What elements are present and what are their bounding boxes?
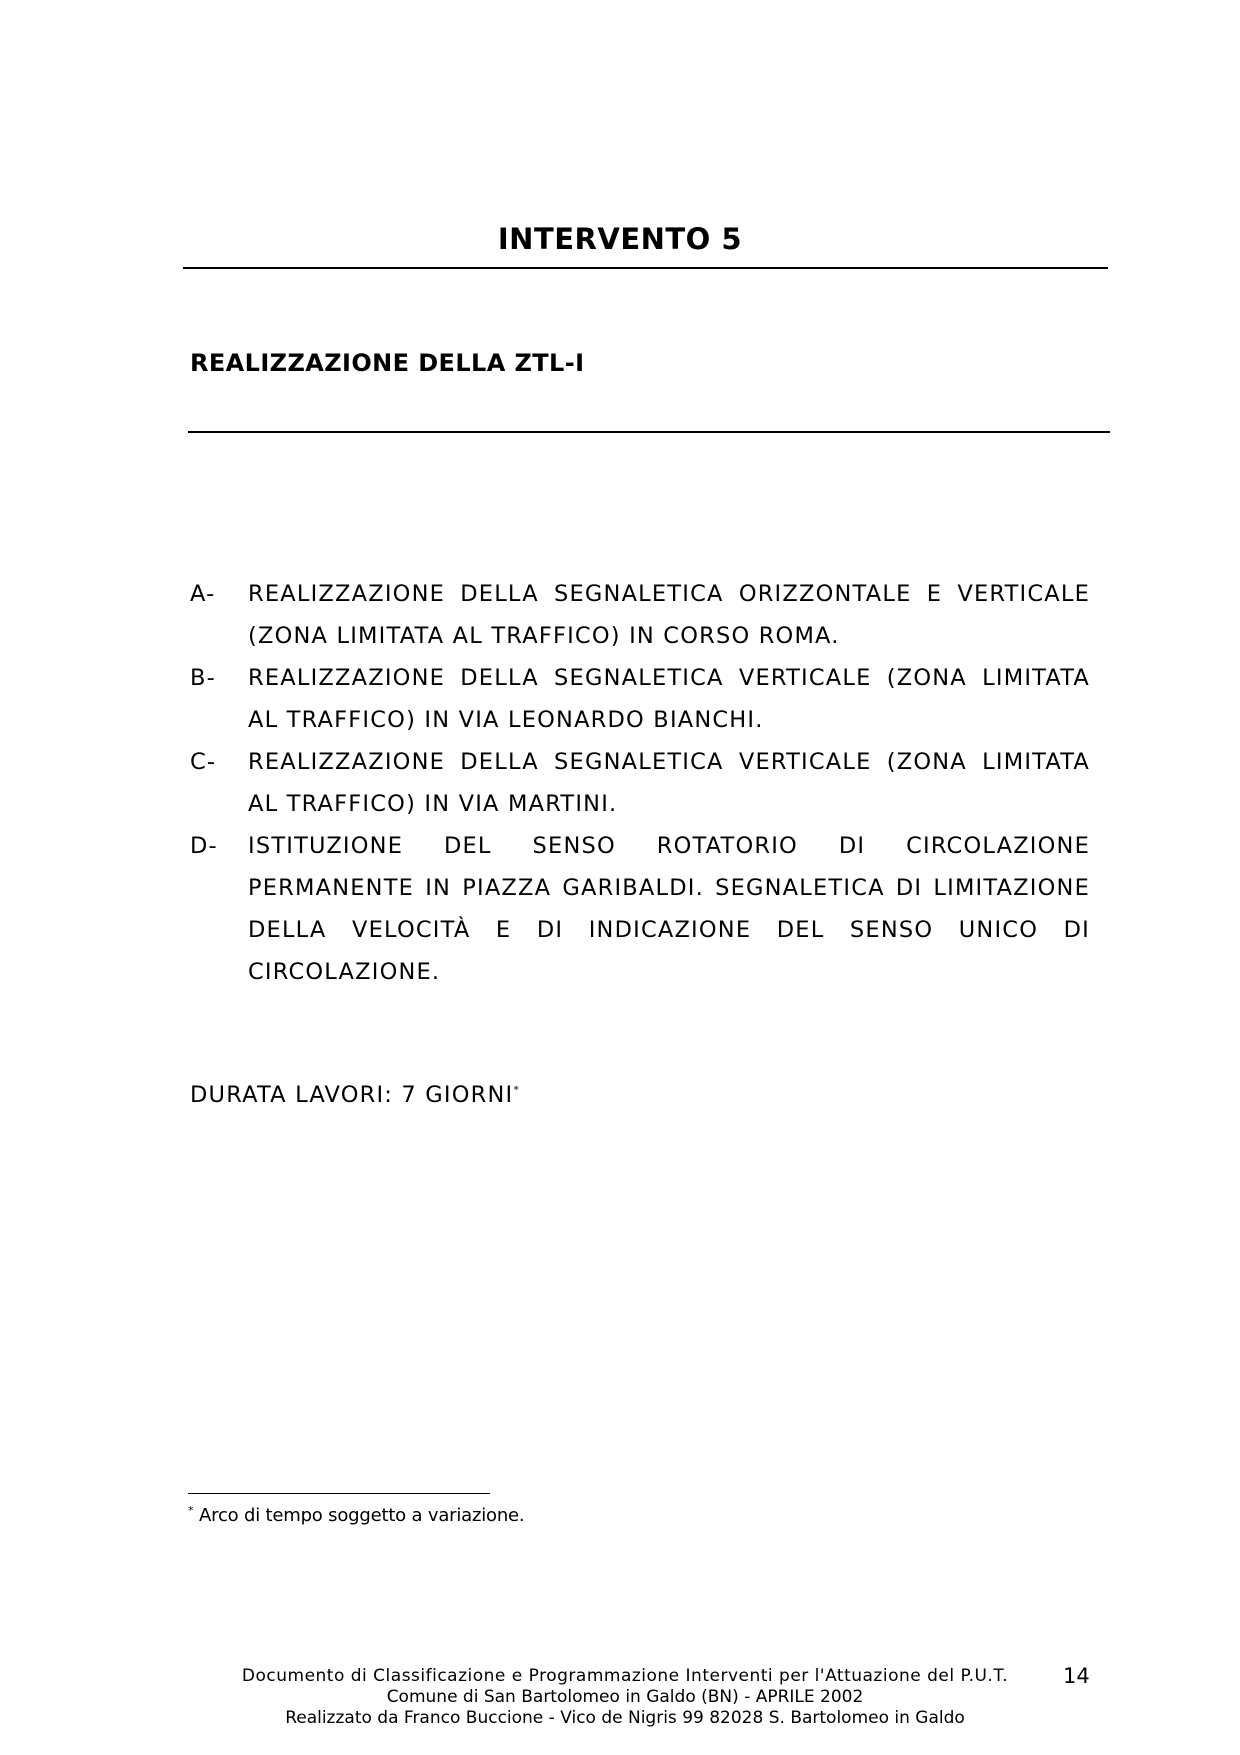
item-letter: D-	[190, 833, 218, 859]
footer-author: Realizzato da Franco Buccione - Vico de Nigris 99 82028 S. Bartolomeo in Galdo	[285, 1708, 965, 1728]
footnote-text: Arco di tempo soggetto a variazione.	[193, 1505, 525, 1526]
page-title: INTERVENTO 5	[497, 222, 743, 256]
page-number: 14	[1063, 1664, 1090, 1688]
footer-document-title: Documento di Classificazione e Programmazione Interventi per l'Attuazione del P.U.T.	[241, 1666, 1009, 1686]
item-text: REALIZZAZIONE DELLA SEGNALETICA VERTICALE (ZONA LIMITATA AL TRAFFICO) IN VIA MARTINI.	[248, 749, 1090, 817]
footnote-divider	[188, 1493, 490, 1494]
footnote	[188, 1504, 524, 1526]
intervention-list	[190, 573, 1090, 993]
list-item	[190, 657, 1090, 741]
title-divider	[183, 267, 1108, 269]
item-text: ISTITUZIONE DEL SENSO ROTATORIO DI CIRCOLAZIONE PERMANENTE IN PIAZZA GARIBALDI. SEGNALETICA DI LIMITAZIONE DELLA VELOCITÀ E DI INDICAZIONE DEL SENSO UNICO DI CIRCOLAZIONE.	[248, 833, 1090, 985]
item-letter: A-	[190, 581, 216, 607]
work-duration	[190, 1082, 519, 1108]
list-item	[190, 741, 1090, 825]
footnote-reference: *	[513, 1083, 519, 1097]
list-item	[190, 573, 1090, 657]
work-duration-label: DURATA LAVORI: 7 GIORNI	[190, 1082, 514, 1108]
footer-municipality: Comune di San Bartolomeo in Galdo (BN) - APRILE 2002	[386, 1687, 864, 1707]
item-letter: C-	[190, 749, 217, 775]
item-letter: B-	[190, 665, 216, 691]
page-footer	[240, 1666, 1010, 1729]
subtitle-divider	[188, 431, 1110, 433]
footnote-marker: *	[188, 1504, 194, 1517]
item-text: REALIZZAZIONE DELLA SEGNALETICA VERTICALE (ZONA LIMITATA AL TRAFFICO) IN VIA LEONARDO BIANCHI.	[248, 665, 1090, 733]
item-text: REALIZZAZIONE DELLA SEGNALETICA ORIZZONTALE E VERTICALE (ZONA LIMITATA AL TRAFFICO) IN CORSO ROMA.	[248, 581, 1090, 649]
list-item	[190, 825, 1090, 993]
section-subtitle: REALIZZAZIONE DELLA ZTL-I	[190, 349, 585, 377]
